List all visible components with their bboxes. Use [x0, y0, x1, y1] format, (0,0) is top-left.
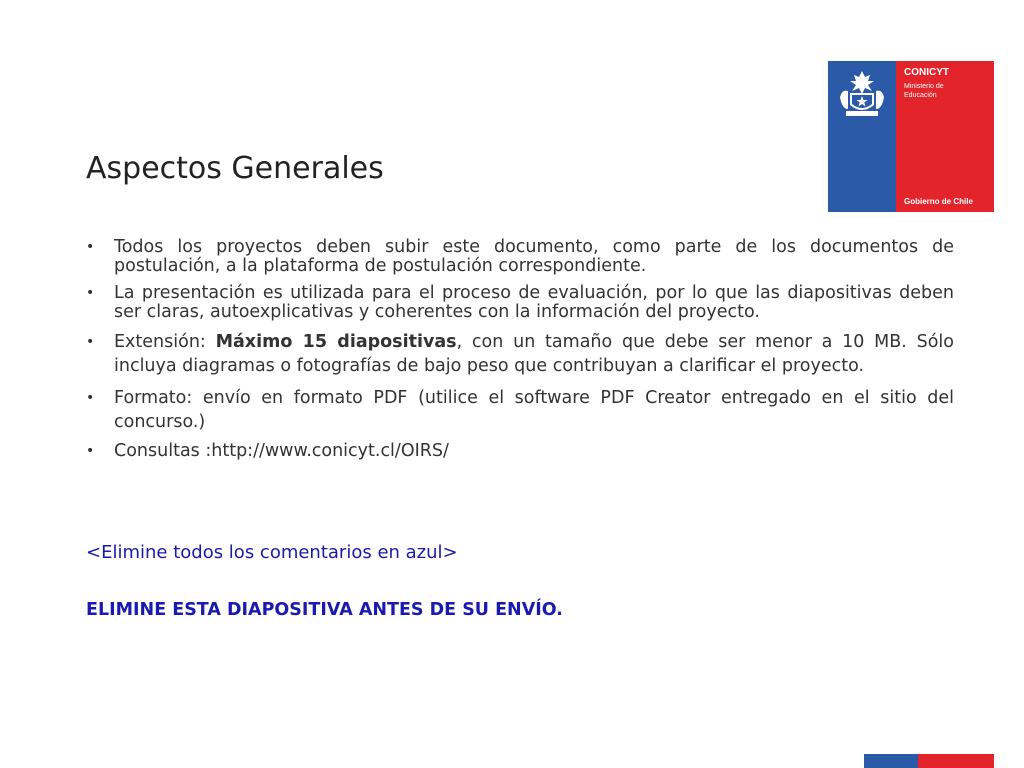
slide-title: Aspectos Generales — [86, 151, 384, 186]
bullet-list — [86, 238, 954, 469]
bullet-item: • Consultas :http://www.conicyt.cl/OIRS/ — [86, 442, 954, 461]
bullet-item: • Formato: envío en formato PDF (utilice el software PDF Creator entregado en el sitio del concurso.) — [86, 386, 954, 434]
comments-note: <Elimine todos los comentarios en azul> — [86, 542, 458, 563]
delete-warning: ELIMINE ESTA DIAPOSITIVA ANTES DE SU ENVÍO. — [86, 600, 563, 620]
footer-red-segment — [918, 754, 994, 768]
logo-blue-panel — [828, 61, 896, 212]
footer-blue-segment — [864, 754, 918, 768]
footer-flag-bar — [864, 754, 994, 768]
logo-government: Gobierno de Chile — [904, 197, 973, 206]
logo-ministry: Ministerio de Educación — [904, 83, 944, 99]
bullet-item: • Todos los proyectos deben subir este documento, como parte de los documentos de postulación, a la plataforma de postulación correspondiente. — [86, 238, 954, 276]
bullet-text: Extensión: — [114, 332, 216, 352]
conicyt-logo — [828, 61, 994, 212]
bullet-bold-text: Máximo 15 diapositivas — [215, 332, 457, 352]
bullet-item — [86, 330, 954, 378]
bullet-item: • La presentación es utilizada para el proceso de evaluación, por lo que las diapositivas deben ser claras, autoexplicativas y coherentes con la información del proyecto. — [86, 284, 954, 322]
coat-of-arms-icon — [834, 67, 890, 123]
bullet-text: , con un tamaño que debe ser menor a 10 MB. Sólo incluya diagramas o fotografías de bajo peso que contribuyan a clarificar el proyecto. — [114, 332, 954, 376]
logo-red-panel — [896, 61, 994, 212]
logo-name: CONICYT — [904, 67, 949, 78]
